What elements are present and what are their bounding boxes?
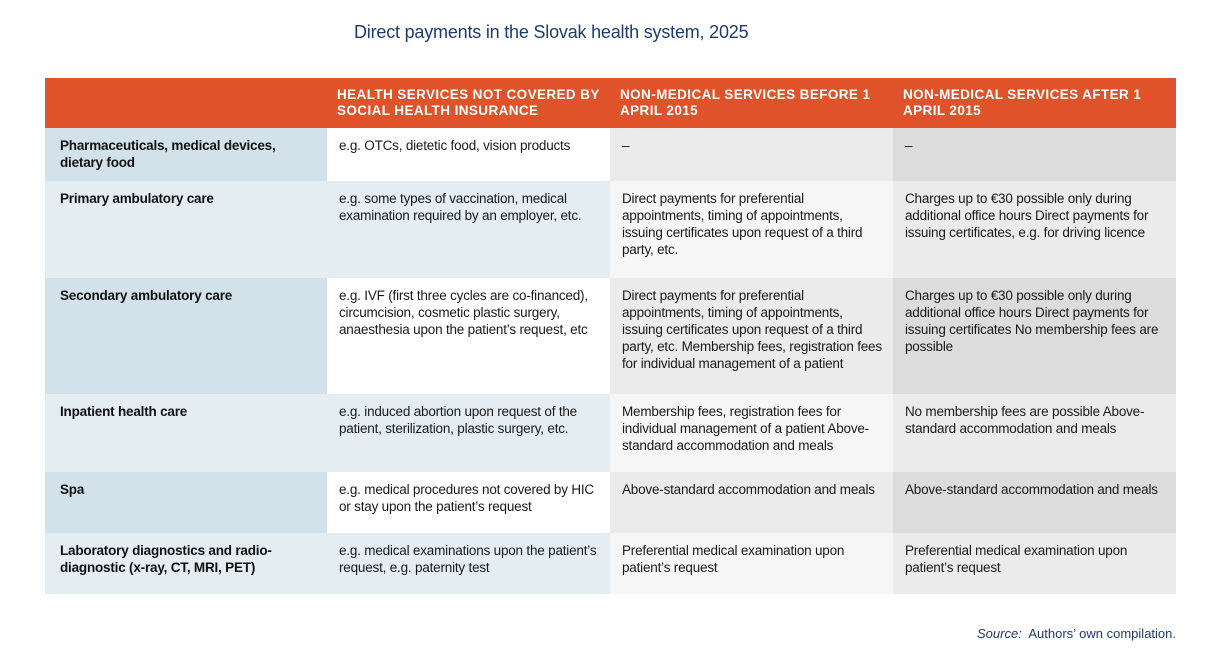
source-label: Source: [977, 626, 1022, 641]
table-row [45, 278, 1176, 394]
cell-after-2015: No membership fees are possible Above-standard accommodation and meals [893, 394, 1176, 472]
direct-payments-table [45, 78, 1176, 594]
cell-not-covered: e.g. some types of vaccination, medical examination required by an employer, etc. [327, 181, 610, 278]
cell-after-2015: Charges up to €30 possible only during additional office hours Direct payments for issuing certificates No membership fees are possible [893, 278, 1176, 394]
source-note [977, 626, 1176, 641]
table-row [45, 533, 1176, 594]
table-row [45, 394, 1176, 472]
table-row [45, 472, 1176, 533]
cell-before-2015: Direct payments for preferential appointments, timing of appointments, issuing certificates upon request of a third party, etc. [610, 181, 893, 278]
cell-before-2015: Preferential medical examination upon patient’s request [610, 533, 893, 594]
header-before-2015: NON-MEDICAL SERVICES BEFORE 1 APRIL 2015 [610, 78, 893, 128]
page-title: Direct payments in the Slovak health system, 2025 [354, 22, 749, 42]
source-text: Authors’ own compilation. [1028, 626, 1176, 641]
row-label: Laboratory diagnostics and radio-diagnostic (x-ray, CT, MRI, PET) [45, 533, 327, 594]
table-row [45, 128, 1176, 181]
header-empty-cell [45, 78, 327, 128]
cell-before-2015: – [610, 128, 893, 181]
header-after-2015: NON-MEDICAL SERVICES AFTER 1 APRIL 2015 [893, 78, 1176, 128]
cell-after-2015: Preferential medical examination upon patient’s request [893, 533, 1176, 594]
cell-not-covered: e.g. induced abortion upon request of the patient, sterilization, plastic surgery, etc. [327, 394, 610, 472]
row-label: Secondary ambulatory care [45, 278, 327, 394]
row-label: Spa [45, 472, 327, 533]
row-label: Pharmaceuticals, medical devices, dietary food [45, 128, 327, 181]
cell-before-2015: Above-standard accommodation and meals [610, 472, 893, 533]
cell-after-2015: – [893, 128, 1176, 181]
cell-after-2015: Above-standard accommodation and meals [893, 472, 1176, 533]
cell-not-covered: e.g. medical examinations upon the patient’s request, e.g. paternity test [327, 533, 610, 594]
cell-after-2015: Charges up to €30 possible only during additional office hours Direct payments for issuing certificates, e.g. for driving licence [893, 181, 1176, 278]
row-label: Inpatient health care [45, 394, 327, 472]
cell-not-covered: e.g. medical procedures not covered by HIC or stay upon the patient’s request [327, 472, 610, 533]
cell-before-2015: Direct payments for preferential appointments, timing of appointments, issuing certificates upon request of a third party, etc. Membership fees, registration fees for individual management of a patient [610, 278, 893, 394]
header-not-covered: HEALTH SERVICES NOT COVERED BY SOCIAL HEALTH INSURANCE [327, 78, 610, 128]
row-label: Primary ambulatory care [45, 181, 327, 278]
cell-not-covered: e.g. OTCs, dietetic food, vision products [327, 128, 610, 181]
table-row [45, 181, 1176, 278]
cell-not-covered: e.g. IVF (first three cycles are co-financed), circumcision, cosmetic plastic surgery, anaesthesia upon the patient’s request, etc [327, 278, 610, 394]
table-header-row [45, 78, 1176, 128]
cell-before-2015: Membership fees, registration fees for individual management of a patient Above-standard accommodation and meals [610, 394, 893, 472]
